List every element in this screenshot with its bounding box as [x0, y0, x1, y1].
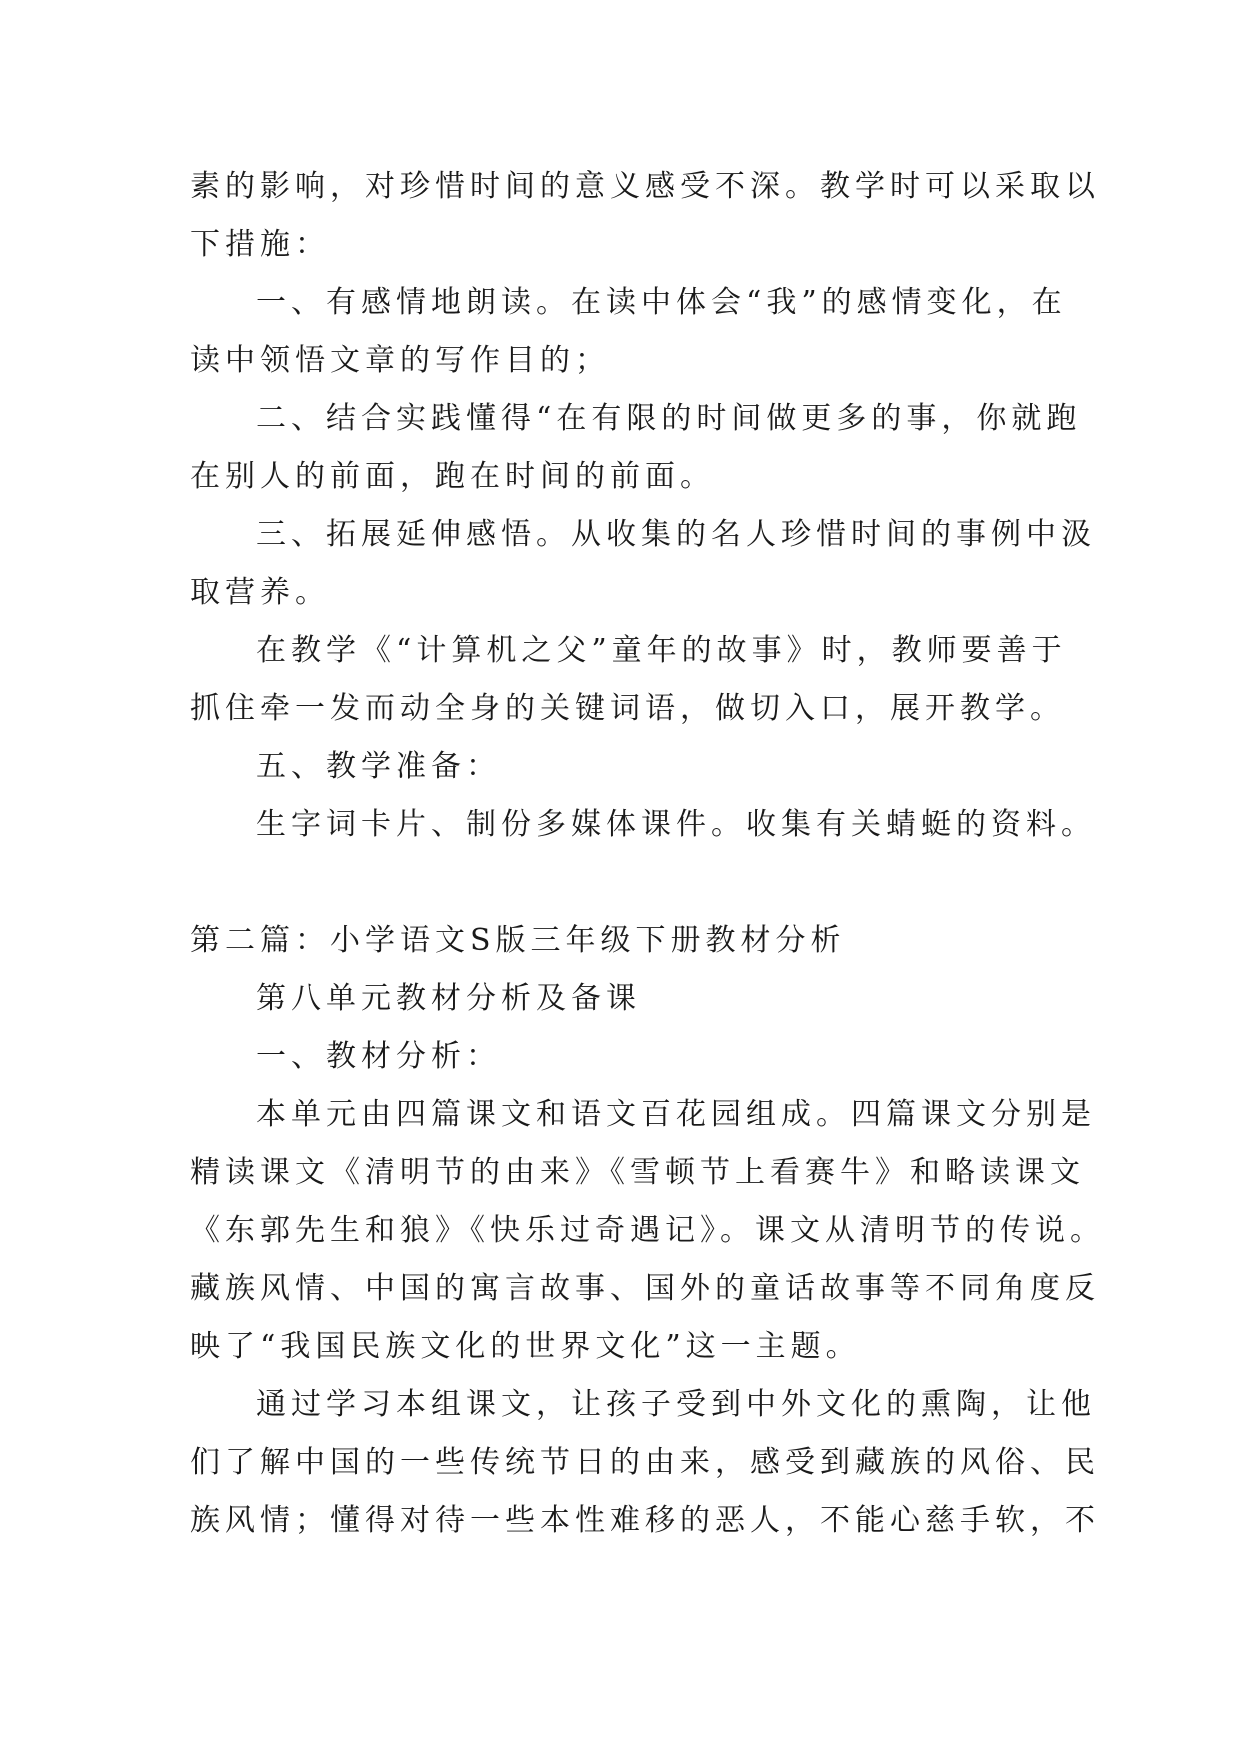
- text-line: 素的影响，对珍惜时间的意义感受不深。教学时可以采取以: [190, 169, 1100, 204]
- text-line: 抓住牵一发而动全身的关键词语，做切入口，展开教学。: [190, 691, 1065, 726]
- text-line: 下措施：: [190, 227, 330, 262]
- text-line: 映了“我国民族文化的世界文化”这一主题。: [190, 1329, 861, 1364]
- text-line: 本单元由四篇课文和语文百花园组成。四篇课文分别是: [256, 1097, 1096, 1132]
- document-body: [190, 158, 1105, 1550]
- text-line: 一、有感情地朗读。在读中体会“我”的感情变化，在: [256, 285, 1067, 320]
- text-line: 通过学习本组课文，让孩子受到中外文化的熏陶，让他: [256, 1387, 1096, 1422]
- text-line: 族风情；懂得对待一些本性难移的恶人，不能心慈手软，不: [190, 1503, 1100, 1538]
- text-line: 精读课文《清明节的由来》《雪顿节上看赛牛》和略读课文: [190, 1155, 1085, 1190]
- text-line: 们了解中国的一些传统节日的由来，感受到藏族的风俗、民: [190, 1445, 1100, 1480]
- text-line: 生字词卡片、制份多媒体课件。收集有关蜻蜓的资料。: [256, 807, 1096, 842]
- chapter-title: 第二篇：小学语文S版三年级下册教材分析: [190, 923, 846, 958]
- text-line: 在别人的前面，跑在时间的前面。: [190, 459, 715, 494]
- text-line: 二、结合实践懂得“在有限的时间做更多的事，你就跑: [256, 401, 1082, 436]
- unit-title: 第八单元教材分析及备课: [256, 981, 641, 1016]
- text-line: 读中领悟文章的写作目的；: [190, 343, 610, 378]
- text-line: 《东郭先生和狼》《快乐过奇遇记》。课文从清明节的传说。: [190, 1213, 1105, 1248]
- text-line: 取营养。: [190, 575, 330, 610]
- text-line: 在教学《“计算机之父”童年的故事》时，教师要善于: [256, 633, 1067, 668]
- text-line: 藏族风情、中国的寓言故事、国外的童话故事等不同角度反: [190, 1271, 1100, 1306]
- section-heading: 一、教材分析：: [256, 1039, 501, 1074]
- blank-line: [190, 854, 1060, 912]
- text-line: 三、拓展延伸感悟。从收集的名人珍惜时间的事例中汲: [256, 517, 1096, 552]
- section-heading: 五、教学准备：: [256, 749, 501, 784]
